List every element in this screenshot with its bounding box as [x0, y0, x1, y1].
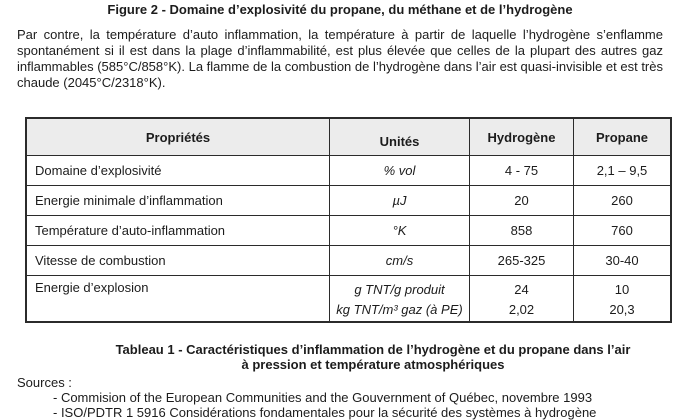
table-caption-line2: à pression et température atmosphériques: [241, 357, 505, 372]
property-cell: Température d’auto-inflammation: [26, 216, 330, 246]
hydrogen-value-cell: 4 - 75: [470, 156, 574, 186]
propane-value-cell: 760: [574, 216, 672, 246]
properties-table: [25, 117, 672, 323]
figure-caption: Figure 2 - Domaine d’explosivité du propane, du méthane et de l’hydrogène: [107, 2, 573, 17]
column-header-properties: Propriétés: [26, 118, 330, 156]
unit-cell: % vol: [330, 156, 470, 186]
sources-label: Sources :: [17, 375, 72, 390]
propane-value-cell: 2,1 – 9,5: [574, 156, 672, 186]
value-line: 20,3: [609, 301, 635, 317]
hydrogen-value-cell: 20: [470, 186, 574, 216]
unit-line: kg TNT/m³ gaz (à PE): [336, 301, 463, 317]
property-cell: Domaine d’explosivité: [26, 156, 330, 186]
table-row: [26, 246, 671, 276]
body-paragraph: Par contre, la température d’auto inflammation, la température à partir de laquelle l’hydrogène s’enflamme spontanément si il est dans la plage d’inflammabilité, est plus élevée que celles de la plupart des autres gaz inflammables (585°C/858°K). La flamme de la combustion de l’hydrogène dans l’air est quasi-invisible et est très chaude (2045°C/2318°K).: [17, 27, 663, 90]
table-row: [26, 216, 671, 246]
unit-cell: °K: [330, 216, 470, 246]
property-cell: Energie minimale d’inflammation: [26, 186, 330, 216]
hydrogen-value-cell: 858: [470, 216, 574, 246]
table-caption: [0, 342, 680, 372]
propane-value-cell: [574, 276, 672, 323]
column-header-hydrogen: Hydrogène: [470, 118, 574, 156]
table-row: [26, 156, 671, 186]
value-line: 24: [514, 281, 529, 297]
column-header-units: Unités: [330, 118, 470, 156]
sources-section: [17, 375, 680, 420]
unit-cell: µJ: [330, 186, 470, 216]
column-header-propane: Propane: [574, 118, 672, 156]
source-item: - Commision of the European Communities and the Gouvernment of Québec, novembre 1993: [53, 390, 593, 405]
hydrogen-value-cell: [470, 276, 574, 323]
hydrogen-value-cell: 265-325: [470, 246, 574, 276]
table-row: [26, 186, 671, 216]
table-header-row: [26, 118, 671, 156]
property-cell: Vitesse de combustion: [26, 246, 330, 276]
propane-value-cell: 30-40: [574, 246, 672, 276]
propane-value-cell: 260: [574, 186, 672, 216]
table-caption-line1: Tableau 1 - Caractéristiques d’inflammation de l’hydrogène et du propane dans l’air: [115, 342, 631, 357]
value-line: 2,02: [508, 301, 535, 317]
unit-cell: cm/s: [330, 246, 470, 276]
unit-line: g TNT/g produit: [354, 281, 445, 297]
property-cell: Energie d’explosion: [26, 276, 330, 323]
source-item: - ISO/PDTR 1 5916 Considérations fondamentales pour la sécurité des systèmes à hydrogène: [53, 405, 597, 420]
value-line: 10: [614, 281, 630, 297]
table-row: [26, 276, 671, 323]
unit-cell: [330, 276, 470, 323]
